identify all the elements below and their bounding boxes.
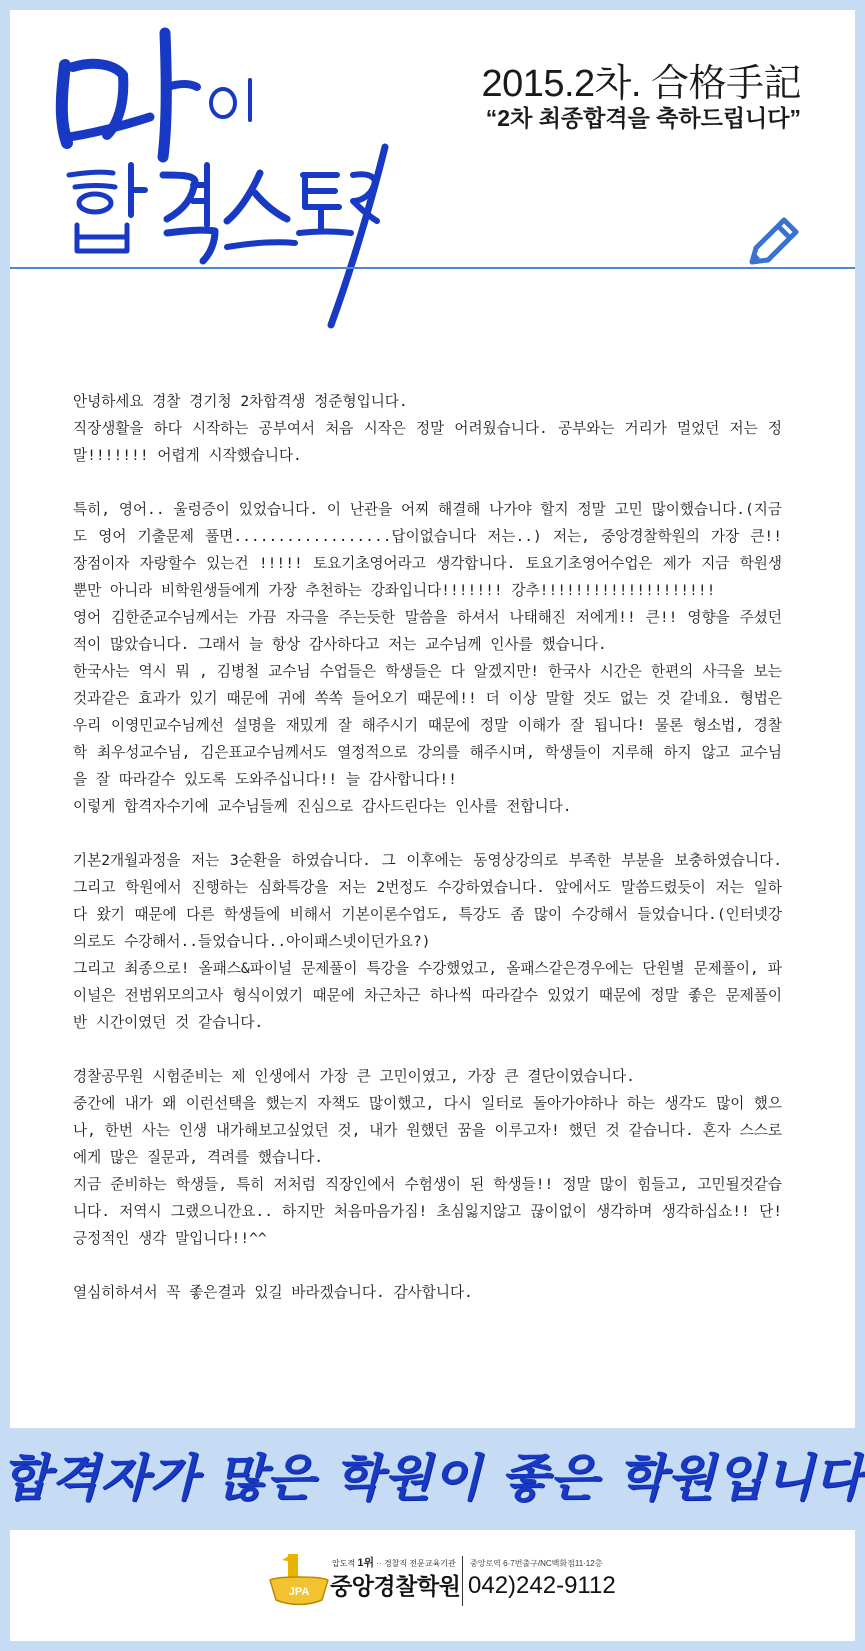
academy-logo	[268, 1550, 330, 1610]
phone-number[interactable]: 042)242-9112	[468, 1572, 616, 1599]
paragraph-reflection: 경찰공무원 시험준비는 제 인생에서 가장 큰 고민이였고, 가장 큰 결단이였습니다. 중간에 내가 왜 이런선택을 했는지 자책도 많이했고, 다시 일터로 돌아가야하나 하는 생각도 많이 했으나, 한번 사는 인생 내가해보고싶었던 것, 내가 원했던 꿈을 이루고자! 했던 것 같습니다. 혼자 스스로에게 많은 질문과, 격려를 했습니다. 지금 준비하는 학생들, 특히 저처럼 직장인에서 수험생이 된 학생들!! 정말 많이 힘들고, 고민될것같습니다. 저역시 그랬으니깐요.. 하지만 처음마음가짐! 초심잃지않고 끊이없이 생각하며 생각하십쇼!! 단! 긍정적인 생각 말입니다!!^^	[73, 1068, 782, 1247]
page-title: 2015.2차. 合格手記	[481, 63, 801, 105]
tagline-rank: 1위	[357, 1557, 375, 1569]
address-text: 중앙로역 6·7번출구/NC백화점11·12층	[470, 1559, 603, 1568]
school-name: 중앙경찰학원	[330, 1573, 461, 1599]
paragraph-courses: 기본2개월과정을 저는 3순환을 하였습니다. 그 이후에는 동영상강의로 부족한 부분을 보충하였습니다. 그리고 학원에서 진행하는 심화특강을 저는 2번정도 수강하였습니다. 앞에서도 말씀드렸듯이 저는 일하다 왔기 때문에 다른 학생들에 비해서 기본이론수업도, 특강도 좀 많이 수강해서 들었습니다.(인터넷강의로도 수강해서..들었습니다..아이패스넷이던가요?) 그리고 최종으로! 올패스&파이널 문제풀이 특강을 수강했었고, 올패스같은경우에는 단원별 문제풀이, 파이널은 전범위모의고사 형식이였기 때문에 차근차근 하나씩 따라갈수 있었기 때문에 정말 좋은 문제풀이반 시간이였던 것 같습니다.	[73, 852, 782, 1031]
tagline-prefix: 압도적	[332, 1559, 356, 1568]
paragraph-intro: 안녕하세요 경찰 경기청 2차합격생 정준형입니다. 직장생활을 하다 시작하는 공부여서 처음 시작은 정말 어려웠습니다. 공부와는 거리가 멀었던 저는 정말!!!!!!! 어렵게 시작했습니다.	[73, 393, 782, 464]
tagline-suffix: ·· 경찰직 전문교육기관	[376, 1559, 456, 1568]
testimonial-body	[73, 388, 782, 1333]
footer	[10, 1530, 855, 1641]
logo-text: JPA	[288, 1586, 310, 1598]
pencil-icon	[744, 212, 802, 270]
footer-divider	[462, 1556, 463, 1606]
calligraphy-logo	[55, 25, 395, 345]
paragraph-english: 특히, 영어.. 울렁증이 있었습니다. 이 난관을 어찌 해결해 나가야 할지 정말 고민 많이했습니다.(지금도 영어 기출문제 풀면..................답이없습니다 저는..) 저는, 중앙경찰학원의 가장 큰!! 장점이자 자랑할수 있는건 !!!!! 토요기초영어라고 생각합니다. 토요기초영어수업은 제가 지금 학원생 뿐만 아니라 비학원생들에게 가장 추천하는 강좌입니다!!!!!!! 강추!!!!!!!!!!!!!!!!!!!! 영어 김한준교수님께서는 가끔 자극을 주는듯한 말씀을 하셔서 나태해진 저에게!! 큰!! 영향을 주셨던적이 많았습니다. 그래서 늘 항상 감사하다고 저는 교수님께 인사를 했습니다. 한국사는 역시 뭐 , 김병철 교수님 수업들은 학생들은 다 알겠지만! 한국사 시간은 한편의 사극을 보는것과같은 효과가 있기 때문에 귀에 쏙쏙 들어오기 때문에!! 더 이상 말할 것도 없는 것 같네요. 형법은 우리 이영민교수님께선 설명을 재밌게 잘 해주시기 때문에 정말 이해가 잘 됩니다! 물론 형소법, 경찰학 최우성교수님, 김은표교수님께서도 열정적으로 강의를 해주시며, 학생들이 지루해 하지 않고 교수님을 잘 따라갈수 있도록 도와주십니다!! 늘 감사합니다!! 이렇게 합격자수기에 교수님들께 진심으로 감사드린다는 인사를 전합니다.	[73, 501, 782, 815]
paragraph-closing: 열심히하셔서 꼭 좋은결과 있길 바라겠습니다. 감사합니다.	[73, 1284, 473, 1301]
header-divider	[10, 267, 855, 269]
slogan-text: 합격자가 많은 학원이 좋은 학원입니다	[1, 1448, 864, 1507]
page-subtitle: “2차 최종합격을 축하드립니다”	[485, 105, 801, 131]
